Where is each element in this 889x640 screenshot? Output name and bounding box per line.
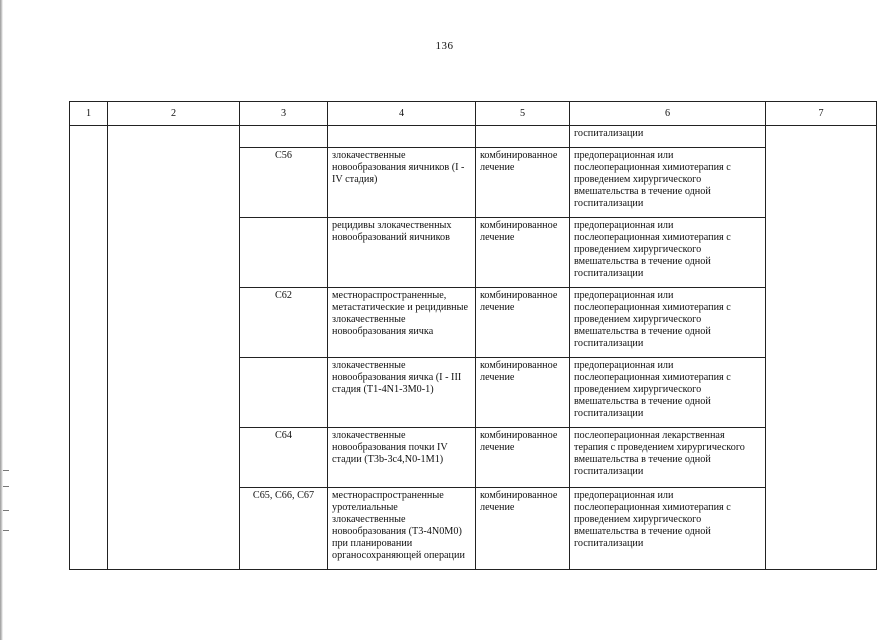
condition-cell: злокачественные новообразования яичников (I - IV стадия) xyxy=(328,148,476,218)
header-col-2: 2 xyxy=(108,102,240,126)
treatment-type-cell: комбинированное лечение xyxy=(476,288,570,358)
table-row xyxy=(70,126,877,148)
code-cell: C65, C66, C67 xyxy=(240,488,328,570)
header-col-4: 4 xyxy=(328,102,476,126)
condition-cell xyxy=(328,126,476,148)
code-cell: C62 xyxy=(240,288,328,358)
code-cell xyxy=(240,126,328,148)
medical-care-table xyxy=(69,101,877,570)
scan-edge xyxy=(0,0,3,640)
col-2-cell xyxy=(108,126,240,570)
header-col-5: 5 xyxy=(476,102,570,126)
page-number: 136 xyxy=(435,40,454,52)
col-7-cell xyxy=(766,126,877,570)
header-col-1: 1 xyxy=(70,102,108,126)
condition-cell: местнораспространенные, метастатические и рецидивные злокачественные новообразования яичка xyxy=(328,288,476,358)
scan-mark xyxy=(3,530,9,531)
condition-cell: злокачественные новообразования почки IV стадии (T3b-3c4,N0-1M1) xyxy=(328,428,476,488)
code-cell: C64 xyxy=(240,428,328,488)
treatment-method-cell: послеоперационная лекарственная терапия с проведением хирургического вмешательства в течение одной госпитализации xyxy=(570,428,766,488)
condition-cell: рецидивы злокачественных новообразований яичников xyxy=(328,218,476,288)
treatment-type-cell: комбинированное лечение xyxy=(476,428,570,488)
treatment-type-cell: комбинированное лечение xyxy=(476,358,570,428)
code-cell: C56 xyxy=(240,148,328,218)
scan-mark xyxy=(3,486,9,487)
treatment-method-cell: предоперационная или послеоперационная химиотерапия с проведением хирургического вмешательства в течение одной госпитализации xyxy=(570,358,766,428)
header-col-6: 6 xyxy=(570,102,766,126)
treatment-method-cell: предоперационная или послеоперационная химиотерапия с проведением хирургического вмешательства в течение одной госпитализации xyxy=(570,148,766,218)
code-cell xyxy=(240,358,328,428)
scan-mark xyxy=(3,510,9,511)
code-cell xyxy=(240,218,328,288)
table-header-row xyxy=(70,102,877,126)
treatment-method-cell: предоперационная или послеоперационная химиотерапия с проведением хирургического вмешательства в течение одной госпитализации xyxy=(570,218,766,288)
treatment-type-cell xyxy=(476,126,570,148)
header-col-7: 7 xyxy=(766,102,877,126)
header-col-3: 3 xyxy=(240,102,328,126)
condition-cell: местнораспространенные уротелиальные злокачественные новообразования (T3-4N0M0) при планировании органосохраняющей операции xyxy=(328,488,476,570)
condition-cell: злокачественные новообразования яичка (I - III стадия (T1-4N1-3M0-1) xyxy=(328,358,476,428)
col-1-cell xyxy=(70,126,108,570)
treatment-method-cell: госпитализации xyxy=(570,126,766,148)
treatment-type-cell: комбинированное лечение xyxy=(476,148,570,218)
treatment-type-cell: комбинированное лечение xyxy=(476,488,570,570)
treatment-method-cell: предоперационная или послеоперационная химиотерапия с проведением хирургического вмешательства в течение одной госпитализации xyxy=(570,288,766,358)
scan-mark xyxy=(3,470,9,471)
treatment-method-cell: предоперационная или послеоперационная химиотерапия с проведением хирургического вмешательства в течение одной госпитализации xyxy=(570,488,766,570)
treatment-type-cell: комбинированное лечение xyxy=(476,218,570,288)
